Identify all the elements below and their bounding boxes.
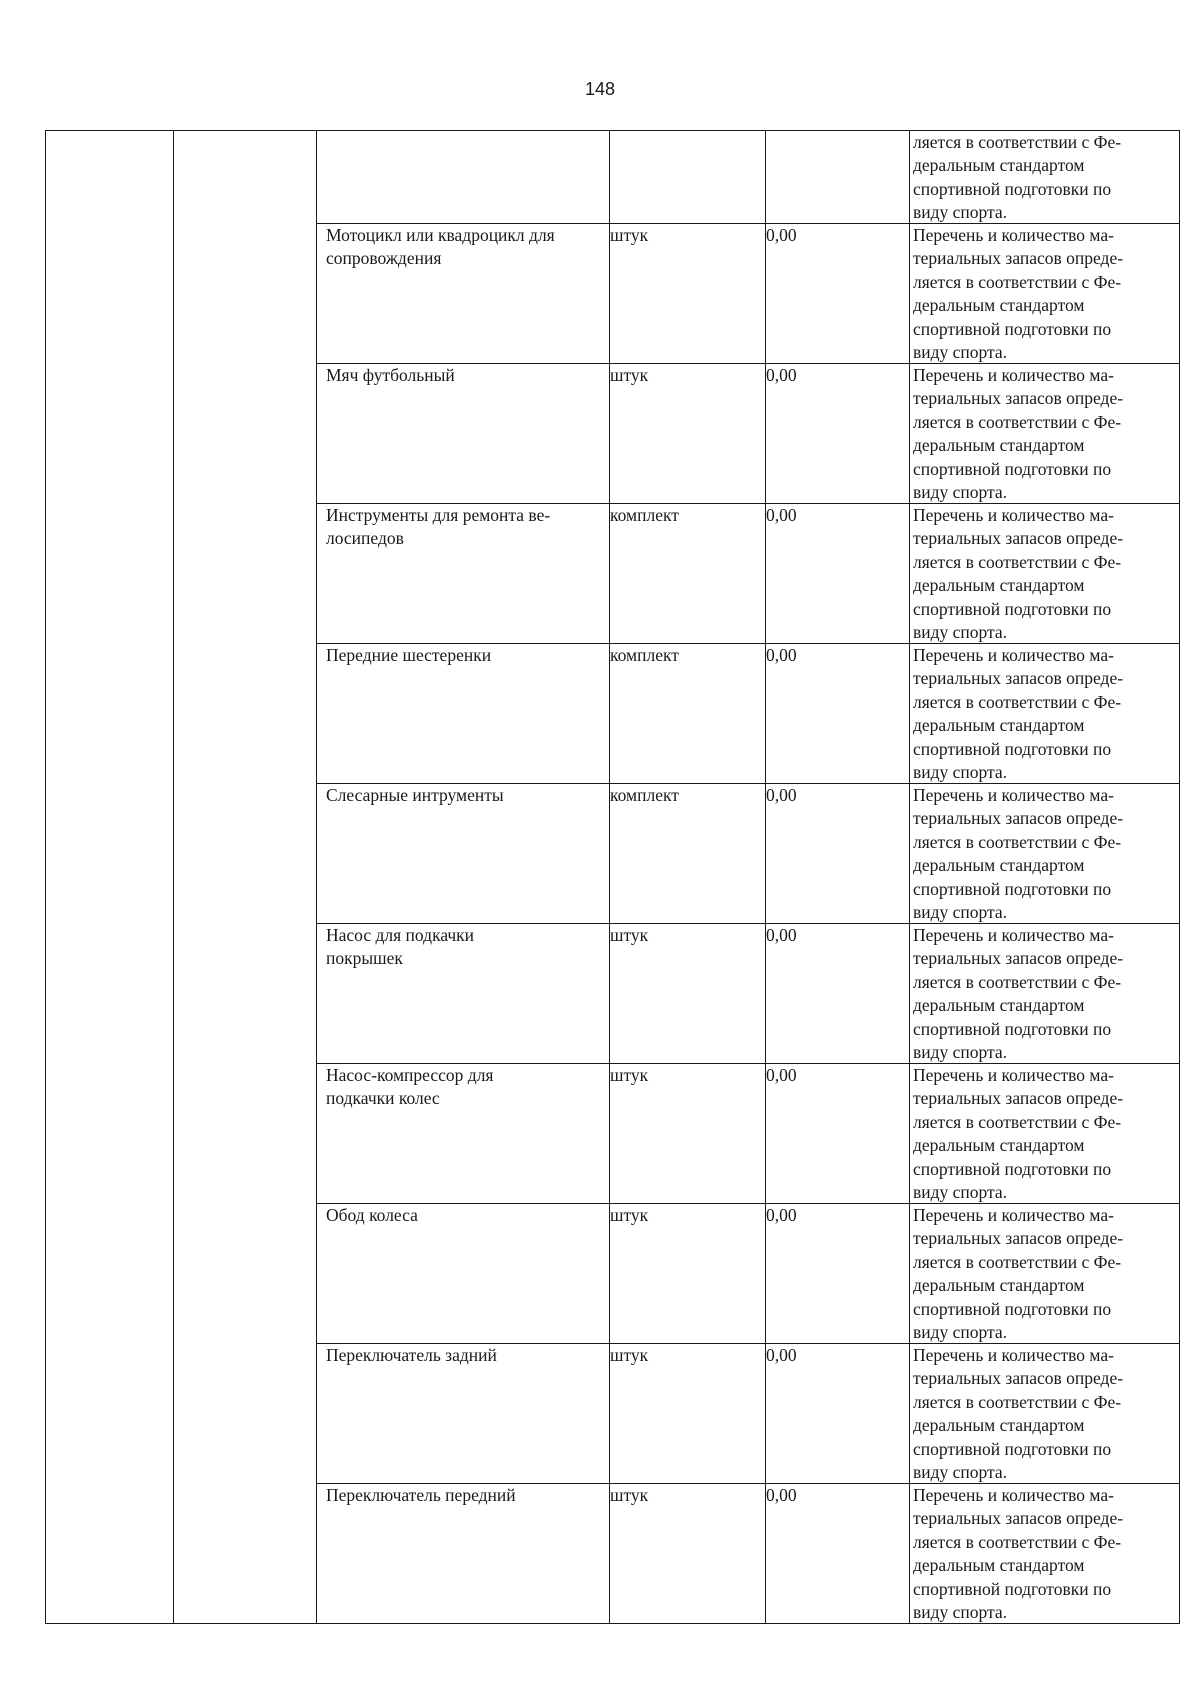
note-line: Перечень и количество ма- bbox=[913, 645, 1114, 665]
item-name-cell bbox=[326, 1204, 591, 1227]
note-line: териальных запасов опреде- bbox=[913, 668, 1124, 689]
note-line: деральным стандартом bbox=[913, 155, 1085, 176]
note-line: териальных запасов опреде- bbox=[913, 1228, 1124, 1249]
quantity-cell: 0,00 bbox=[766, 225, 797, 245]
table-row bbox=[316, 784, 1179, 924]
quantity-cell: 0,00 bbox=[766, 1205, 797, 1225]
note-line: Перечень и количество ма- bbox=[913, 1065, 1114, 1085]
note-line: териальных запасов опреде- bbox=[913, 388, 1124, 409]
item-name-cell bbox=[326, 224, 591, 271]
note-line: спортивной подготовки по bbox=[913, 598, 1112, 619]
column-divider bbox=[173, 131, 174, 1623]
note-line: деральным стандартом bbox=[913, 1275, 1085, 1296]
note-line: спортивной подготовки по bbox=[913, 458, 1112, 479]
note-line: деральным стандартом bbox=[913, 1555, 1085, 1576]
note-cell bbox=[913, 224, 1153, 364]
note-line: деральным стандартом bbox=[913, 1135, 1085, 1156]
item-name-line: Переключатель задний bbox=[326, 1345, 497, 1365]
note-line: виду спорта. bbox=[913, 482, 1008, 503]
page-number: 148 bbox=[584, 79, 616, 99]
note-line: деральным стандартом bbox=[913, 435, 1085, 456]
item-name-line: Насос для подкачки bbox=[326, 925, 475, 945]
item-name-line: Инструменты для ремонта ве- bbox=[326, 505, 551, 525]
note-line: спортивной подготовки по bbox=[913, 1298, 1112, 1319]
note-line: ляется в соответствии с Фе- bbox=[913, 1531, 1122, 1552]
note-line: ляется в соответствии с Фе- bbox=[913, 1251, 1122, 1272]
unit-cell: штук bbox=[610, 365, 649, 385]
item-name-cell bbox=[326, 1064, 591, 1111]
note-line: ляется в соответствии с Фе- bbox=[913, 411, 1122, 432]
quantity-cell: 0,00 bbox=[766, 365, 797, 385]
note-line: териальных запасов опреде- bbox=[913, 248, 1124, 269]
note-cell bbox=[913, 1204, 1153, 1344]
note-line: спортивной подготовки по bbox=[913, 318, 1112, 339]
note-line: териальных запасов опреде- bbox=[913, 528, 1124, 549]
note-line: ляется в соответствии с Фе- bbox=[913, 1391, 1122, 1412]
note-line: деральным стандартом bbox=[913, 855, 1085, 876]
unit-cell: комплект bbox=[610, 785, 679, 805]
note-cell bbox=[913, 784, 1153, 924]
item-name-line: подкачки колес bbox=[326, 1088, 440, 1109]
item-name-cell bbox=[326, 924, 591, 971]
item-name-cell bbox=[326, 1344, 591, 1367]
note-cell bbox=[913, 504, 1153, 644]
note-line: Перечень и количество ма- bbox=[913, 1485, 1114, 1505]
note-line: Перечень и количество ма- bbox=[913, 365, 1114, 385]
table-row bbox=[316, 224, 1179, 364]
table-row bbox=[316, 364, 1179, 504]
note-line: виду спорта. bbox=[913, 342, 1008, 363]
note-line: виду спорта. bbox=[913, 1322, 1008, 1343]
note-line: ляется в соответствии с Фе- bbox=[913, 132, 1122, 152]
item-name-cell bbox=[326, 1484, 591, 1507]
item-name-line: Переключатель передний bbox=[326, 1485, 516, 1505]
note-line: деральным стандартом bbox=[913, 995, 1085, 1016]
note-line: ляется в соответствии с Фе- bbox=[913, 551, 1122, 572]
unit-cell: комплект bbox=[610, 645, 679, 665]
note-cell bbox=[913, 1484, 1153, 1624]
table-row bbox=[316, 1484, 1179, 1624]
item-name-line: Мяч футбольный bbox=[326, 365, 455, 385]
table-row bbox=[316, 1344, 1179, 1484]
unit-cell: штук bbox=[610, 1065, 649, 1085]
note-line: спортивной подготовки по bbox=[913, 1578, 1112, 1599]
item-name-line: Мотоцикл или квадроцикл для bbox=[326, 225, 555, 245]
note-line: ляется в соответствии с Фе- bbox=[913, 691, 1122, 712]
item-name-line: Обод колеса bbox=[326, 1205, 418, 1225]
note-line: виду спорта. bbox=[913, 902, 1008, 923]
note-line: териальных запасов опреде- bbox=[913, 1088, 1124, 1109]
unit-cell: комплект bbox=[610, 505, 679, 525]
note-line: виду спорта. bbox=[913, 202, 1008, 223]
note-line: спортивной подготовки по bbox=[913, 738, 1112, 759]
unit-cell: штук bbox=[610, 1345, 649, 1365]
note-line: ляется в соответствии с Фе- bbox=[913, 971, 1122, 992]
note-line: спортивной подготовки по bbox=[913, 1438, 1112, 1459]
item-name-line: сопровождения bbox=[326, 248, 442, 269]
item-name-line: Насос-компрессор для bbox=[326, 1065, 494, 1085]
table-row bbox=[316, 504, 1179, 644]
note-line: ляется в соответствии с Фе- bbox=[913, 271, 1122, 292]
item-name-line: лосипедов bbox=[326, 528, 404, 549]
note-line: териальных запасов опреде- bbox=[913, 808, 1124, 829]
quantity-cell: 0,00 bbox=[766, 925, 797, 945]
table-row bbox=[316, 1204, 1179, 1344]
unit-cell: штук bbox=[610, 1485, 649, 1505]
note-line: спортивной подготовки по bbox=[913, 178, 1112, 199]
note-line: териальных запасов опреде- bbox=[913, 1368, 1124, 1389]
table-row bbox=[316, 644, 1179, 784]
note-cell bbox=[913, 1064, 1153, 1204]
note-line: виду спорта. bbox=[913, 1042, 1008, 1063]
item-name-cell bbox=[326, 364, 591, 387]
unit-cell: штук bbox=[610, 925, 649, 945]
table-row bbox=[316, 1064, 1179, 1204]
unit-cell: штук bbox=[610, 225, 649, 245]
item-name-cell bbox=[326, 644, 591, 667]
quantity-cell: 0,00 bbox=[766, 785, 797, 805]
note-line: ляется в соответствии с Фе- bbox=[913, 1111, 1122, 1132]
note-line: ляется в соответствии с Фе- bbox=[913, 831, 1122, 852]
note-cell bbox=[913, 131, 1153, 225]
quantity-cell: 0,00 bbox=[766, 1065, 797, 1085]
quantity-cell: 0,00 bbox=[766, 505, 797, 525]
note-line: виду спорта. bbox=[913, 1602, 1008, 1623]
quantity-cell: 0,00 bbox=[766, 1345, 797, 1365]
quantity-cell: 0,00 bbox=[766, 645, 797, 665]
note-line: териальных запасов опреде- bbox=[913, 1508, 1124, 1529]
note-line: деральным стандартом bbox=[913, 295, 1085, 316]
note-cell bbox=[913, 364, 1153, 504]
note-line: Перечень и количество ма- bbox=[913, 1205, 1114, 1225]
note-cell bbox=[913, 1344, 1153, 1484]
item-name-cell bbox=[326, 504, 591, 551]
item-name-line: Слесарные интрументы bbox=[326, 785, 504, 805]
table-row-continuation bbox=[316, 131, 1179, 224]
note-line: Перечень и количество ма- bbox=[913, 785, 1114, 805]
note-line: Перечень и количество ма- bbox=[913, 1345, 1114, 1365]
table-row bbox=[316, 924, 1179, 1064]
note-line: виду спорта. bbox=[913, 622, 1008, 643]
quantity-cell: 0,00 bbox=[766, 1485, 797, 1505]
note-line: деральным стандартом bbox=[913, 1415, 1085, 1436]
note-line: Перечень и количество ма- bbox=[913, 925, 1114, 945]
item-name-line: покрышек bbox=[326, 948, 403, 969]
note-line: спортивной подготовки по bbox=[913, 878, 1112, 899]
note-line: виду спорта. bbox=[913, 1182, 1008, 1203]
note-line: спортивной подготовки по bbox=[913, 1018, 1112, 1039]
note-cell bbox=[913, 644, 1153, 784]
note-cell bbox=[913, 924, 1153, 1064]
note-line: Перечень и количество ма- bbox=[913, 225, 1114, 245]
note-line: виду спорта. bbox=[913, 1462, 1008, 1483]
item-name-cell bbox=[326, 784, 591, 807]
materials-table bbox=[45, 130, 1180, 1624]
note-line: деральным стандартом bbox=[913, 575, 1085, 596]
note-line: териальных запасов опреде- bbox=[913, 948, 1124, 969]
note-line: Перечень и количество ма- bbox=[913, 505, 1114, 525]
unit-cell: штук bbox=[610, 1205, 649, 1225]
note-line: деральным стандартом bbox=[913, 715, 1085, 736]
note-line: спортивной подготовки по bbox=[913, 1158, 1112, 1179]
note-line: виду спорта. bbox=[913, 762, 1008, 783]
item-name-line: Передние шестеренки bbox=[326, 645, 492, 665]
